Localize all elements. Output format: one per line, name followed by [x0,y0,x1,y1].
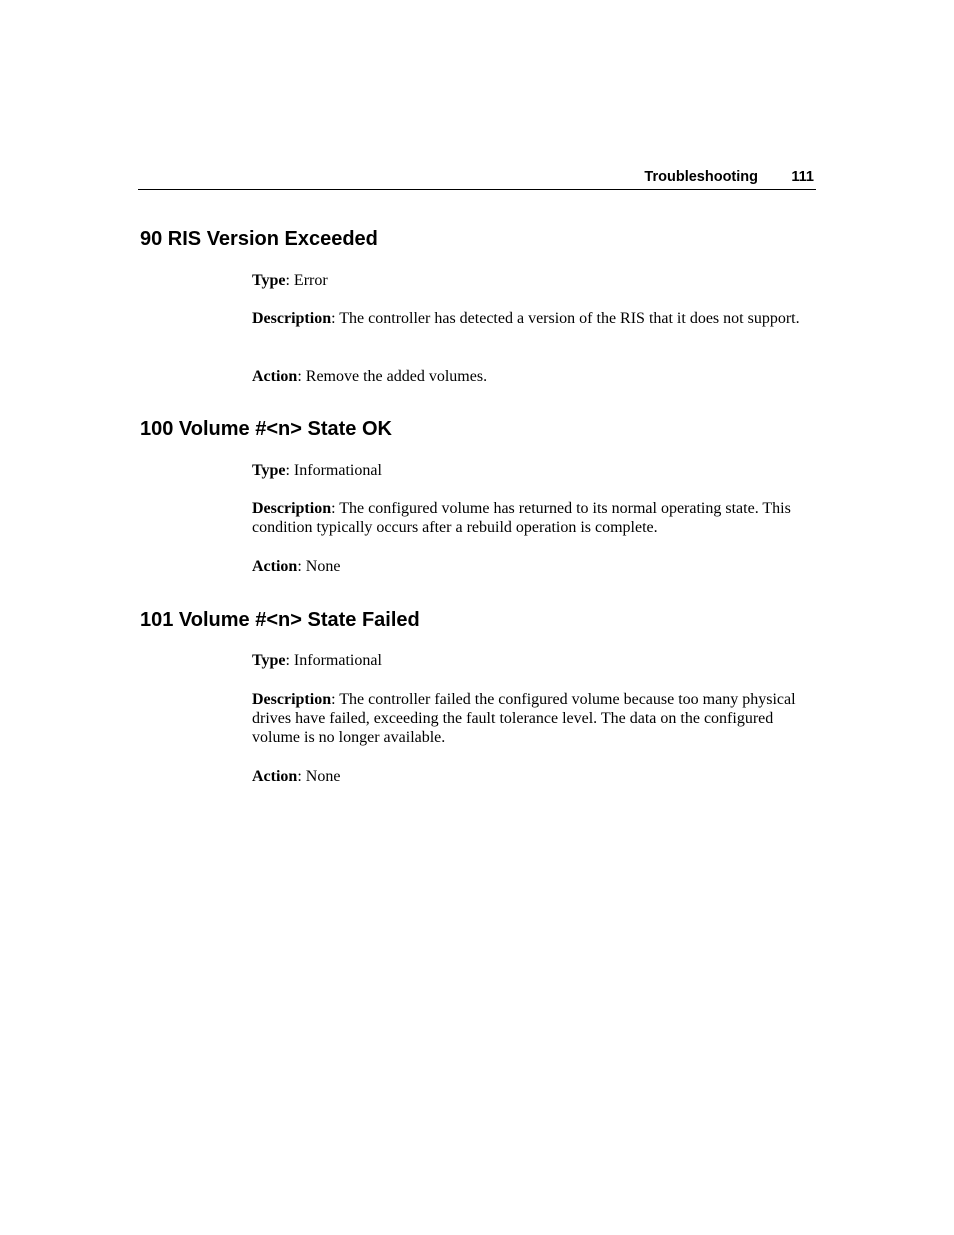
description-label: Description [252,691,332,708]
action-label: Action [252,558,298,575]
description-value: : The controller failed the configured volume because too many physical drives have failed, exceeding the fault tolerance level. The data on the configured volume is no longer available. [252,691,796,747]
type-field [252,651,804,670]
action-field [252,767,804,786]
type-value: : Informational [285,462,382,479]
type-value: : Informational [285,652,382,669]
description-label: Description [252,310,332,327]
section-heading: 100 Volume #<n> State OK [140,418,392,440]
type-value: : Error [285,272,328,289]
action-field [252,367,804,386]
description-field [252,690,804,748]
type-field [252,461,804,480]
action-value: : None [297,558,341,575]
page-number: 111 [791,169,814,185]
type-label: Type [252,652,286,669]
section-heading: 90 RIS Version Exceeded [140,228,378,250]
section-heading: 101 Volume #<n> State Failed [140,609,420,631]
description-value: : The controller has detected a version of the RIS that it does not support. [331,310,800,327]
running-header [138,168,816,190]
description-field [252,309,804,328]
description-value: : The configured volume has returned to its normal operating state. This condition typically occurs after a rebuild operation is complete. [252,500,791,537]
type-label: Type [252,462,286,479]
description-label: Description [252,500,332,517]
action-value: : None [297,768,341,785]
action-label: Action [252,768,298,785]
description-field [252,499,804,537]
chapter-title: Troubleshooting [644,169,758,185]
action-field [252,557,804,576]
type-label: Type [252,272,286,289]
action-value: : Remove the added volumes. [297,368,488,385]
type-field [252,271,804,290]
action-label: Action [252,368,298,385]
